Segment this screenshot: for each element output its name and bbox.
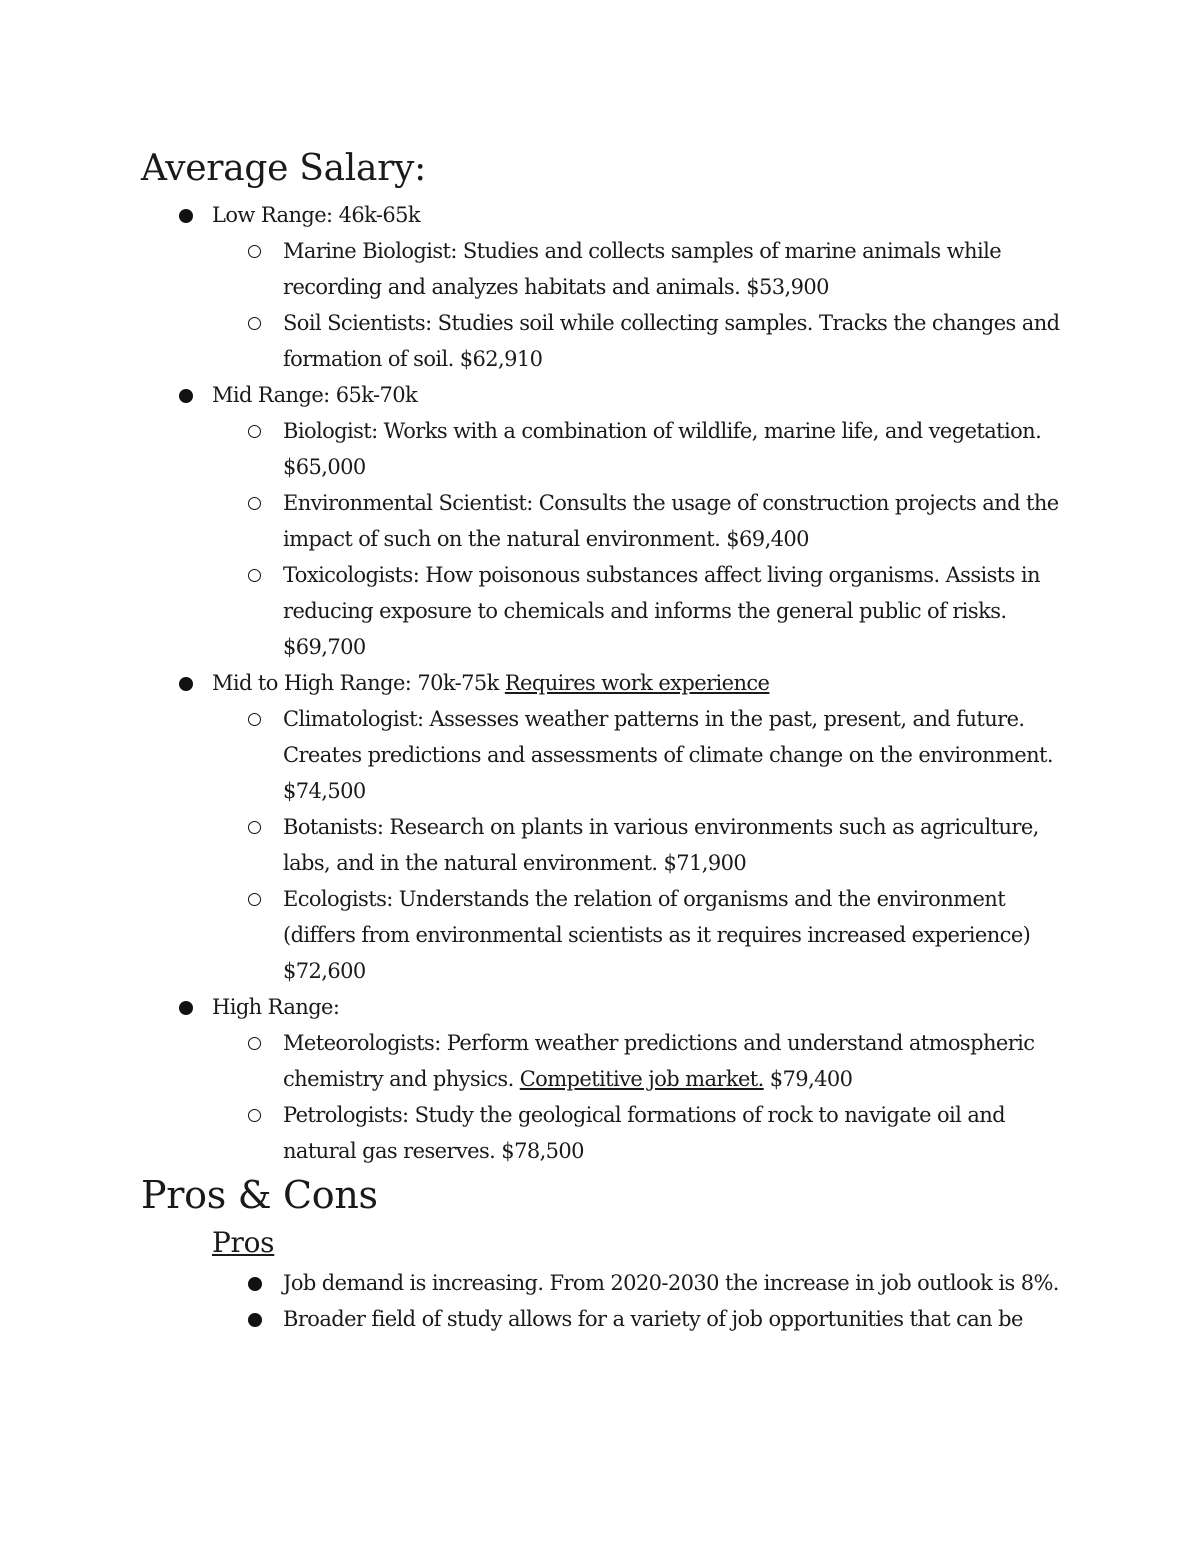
pro-text: Broader field of study allows for a variety of job opportunities that can be [283, 1307, 1023, 1331]
range-mid [141, 377, 1060, 665]
range-label: Mid to High Range: 70k-75k [212, 671, 499, 695]
range-high [141, 989, 1060, 1169]
hollow-bullet-icon [248, 821, 261, 834]
filled-bullet-icon [179, 1001, 193, 1015]
list-item [141, 1097, 1060, 1169]
list-item [141, 881, 1060, 989]
range-mid-high [141, 665, 1060, 989]
job-text: Environmental Scientist: Consults the usage of construction projects and the impact of such on the natural environment. $69,400 [283, 491, 1059, 551]
list-item [141, 701, 1060, 809]
work-experience-note: Requires work experience [504, 671, 770, 695]
job-text: Climatologist: Assesses weather patterns in the past, present, and future. Creates predictions and assessments of climate change on the environment. $74,500 [283, 707, 1053, 803]
range-label: High Range: [212, 995, 340, 1019]
job-text: Meteorologists: Perform weather predictions and understand atmospheric chemistry and physics. [283, 1031, 1035, 1091]
filled-bullet-icon [179, 389, 193, 403]
list-item [141, 485, 1060, 557]
job-list [212, 413, 1060, 665]
job-text: Marine Biologist: Studies and collects samples of marine animals while recording and analyzes habitats and animals. $53,900 [283, 239, 1002, 299]
filled-bullet-icon [248, 1277, 262, 1291]
pros-cons-heading: Pros & Cons [141, 1173, 378, 1217]
hollow-bullet-icon [248, 569, 261, 582]
competitive-market-note: Competitive job market. [519, 1067, 764, 1091]
job-salary: $79,400 [769, 1067, 853, 1091]
list-item [141, 1025, 1060, 1097]
job-text: Petrologists: Study the geological formations of rock to navigate oil and natural gas reserves. $78,500 [283, 1103, 1006, 1163]
filled-bullet-icon [248, 1313, 262, 1327]
list-item [141, 413, 1060, 485]
hollow-bullet-icon [248, 425, 261, 438]
filled-bullet-icon [179, 209, 193, 223]
job-text: Soil Scientists: Studies soil while collecting samples. Tracks the changes and formation of soil. $62,910 [283, 311, 1060, 371]
salary-range-list [141, 197, 1060, 1169]
pros-subheading: Pros [212, 1226, 275, 1259]
job-list [212, 1025, 1060, 1169]
job-text: Botanists: Research on plants in various environments such as agriculture, labs, and in the natural environment. $71,900 [283, 815, 1039, 875]
list-item [141, 1301, 1060, 1337]
hollow-bullet-icon [248, 245, 261, 258]
list-item [141, 305, 1060, 377]
average-salary-heading: Average Salary: [141, 148, 426, 189]
list-item [141, 233, 1060, 305]
range-label: Mid Range: 65k-70k [212, 383, 418, 407]
hollow-bullet-icon [248, 713, 261, 726]
filled-bullet-icon [179, 677, 193, 691]
pro-text: Job demand is increasing. From 2020-2030 the increase in job outlook is 8%. [283, 1271, 1059, 1295]
hollow-bullet-icon [248, 1037, 261, 1050]
job-text: Biologist: Works with a combination of wildlife, marine life, and vegetation. $65,000 [283, 419, 1042, 479]
pros-list [212, 1265, 1060, 1337]
job-text: Toxicologists: How poisonous substances affect living organisms. Assists in reducing exposure to chemicals and informs the general public of risks. $69,700 [283, 563, 1040, 659]
pros-list-wrapper [212, 1265, 1060, 1337]
list-item [141, 1265, 1060, 1301]
hollow-bullet-icon [248, 317, 261, 330]
list-item [141, 557, 1060, 665]
hollow-bullet-icon [248, 893, 261, 906]
hollow-bullet-icon [248, 1109, 261, 1122]
hollow-bullet-icon [248, 497, 261, 510]
job-list [212, 701, 1060, 989]
list-item [141, 809, 1060, 881]
range-low [141, 197, 1060, 377]
job-list [212, 233, 1060, 377]
range-label: Low Range: 46k-65k [212, 203, 421, 227]
job-text: Ecologists: Understands the relation of organisms and the environment (differs from environmental scientists as it requires increased experience) $72,600 [283, 887, 1031, 983]
